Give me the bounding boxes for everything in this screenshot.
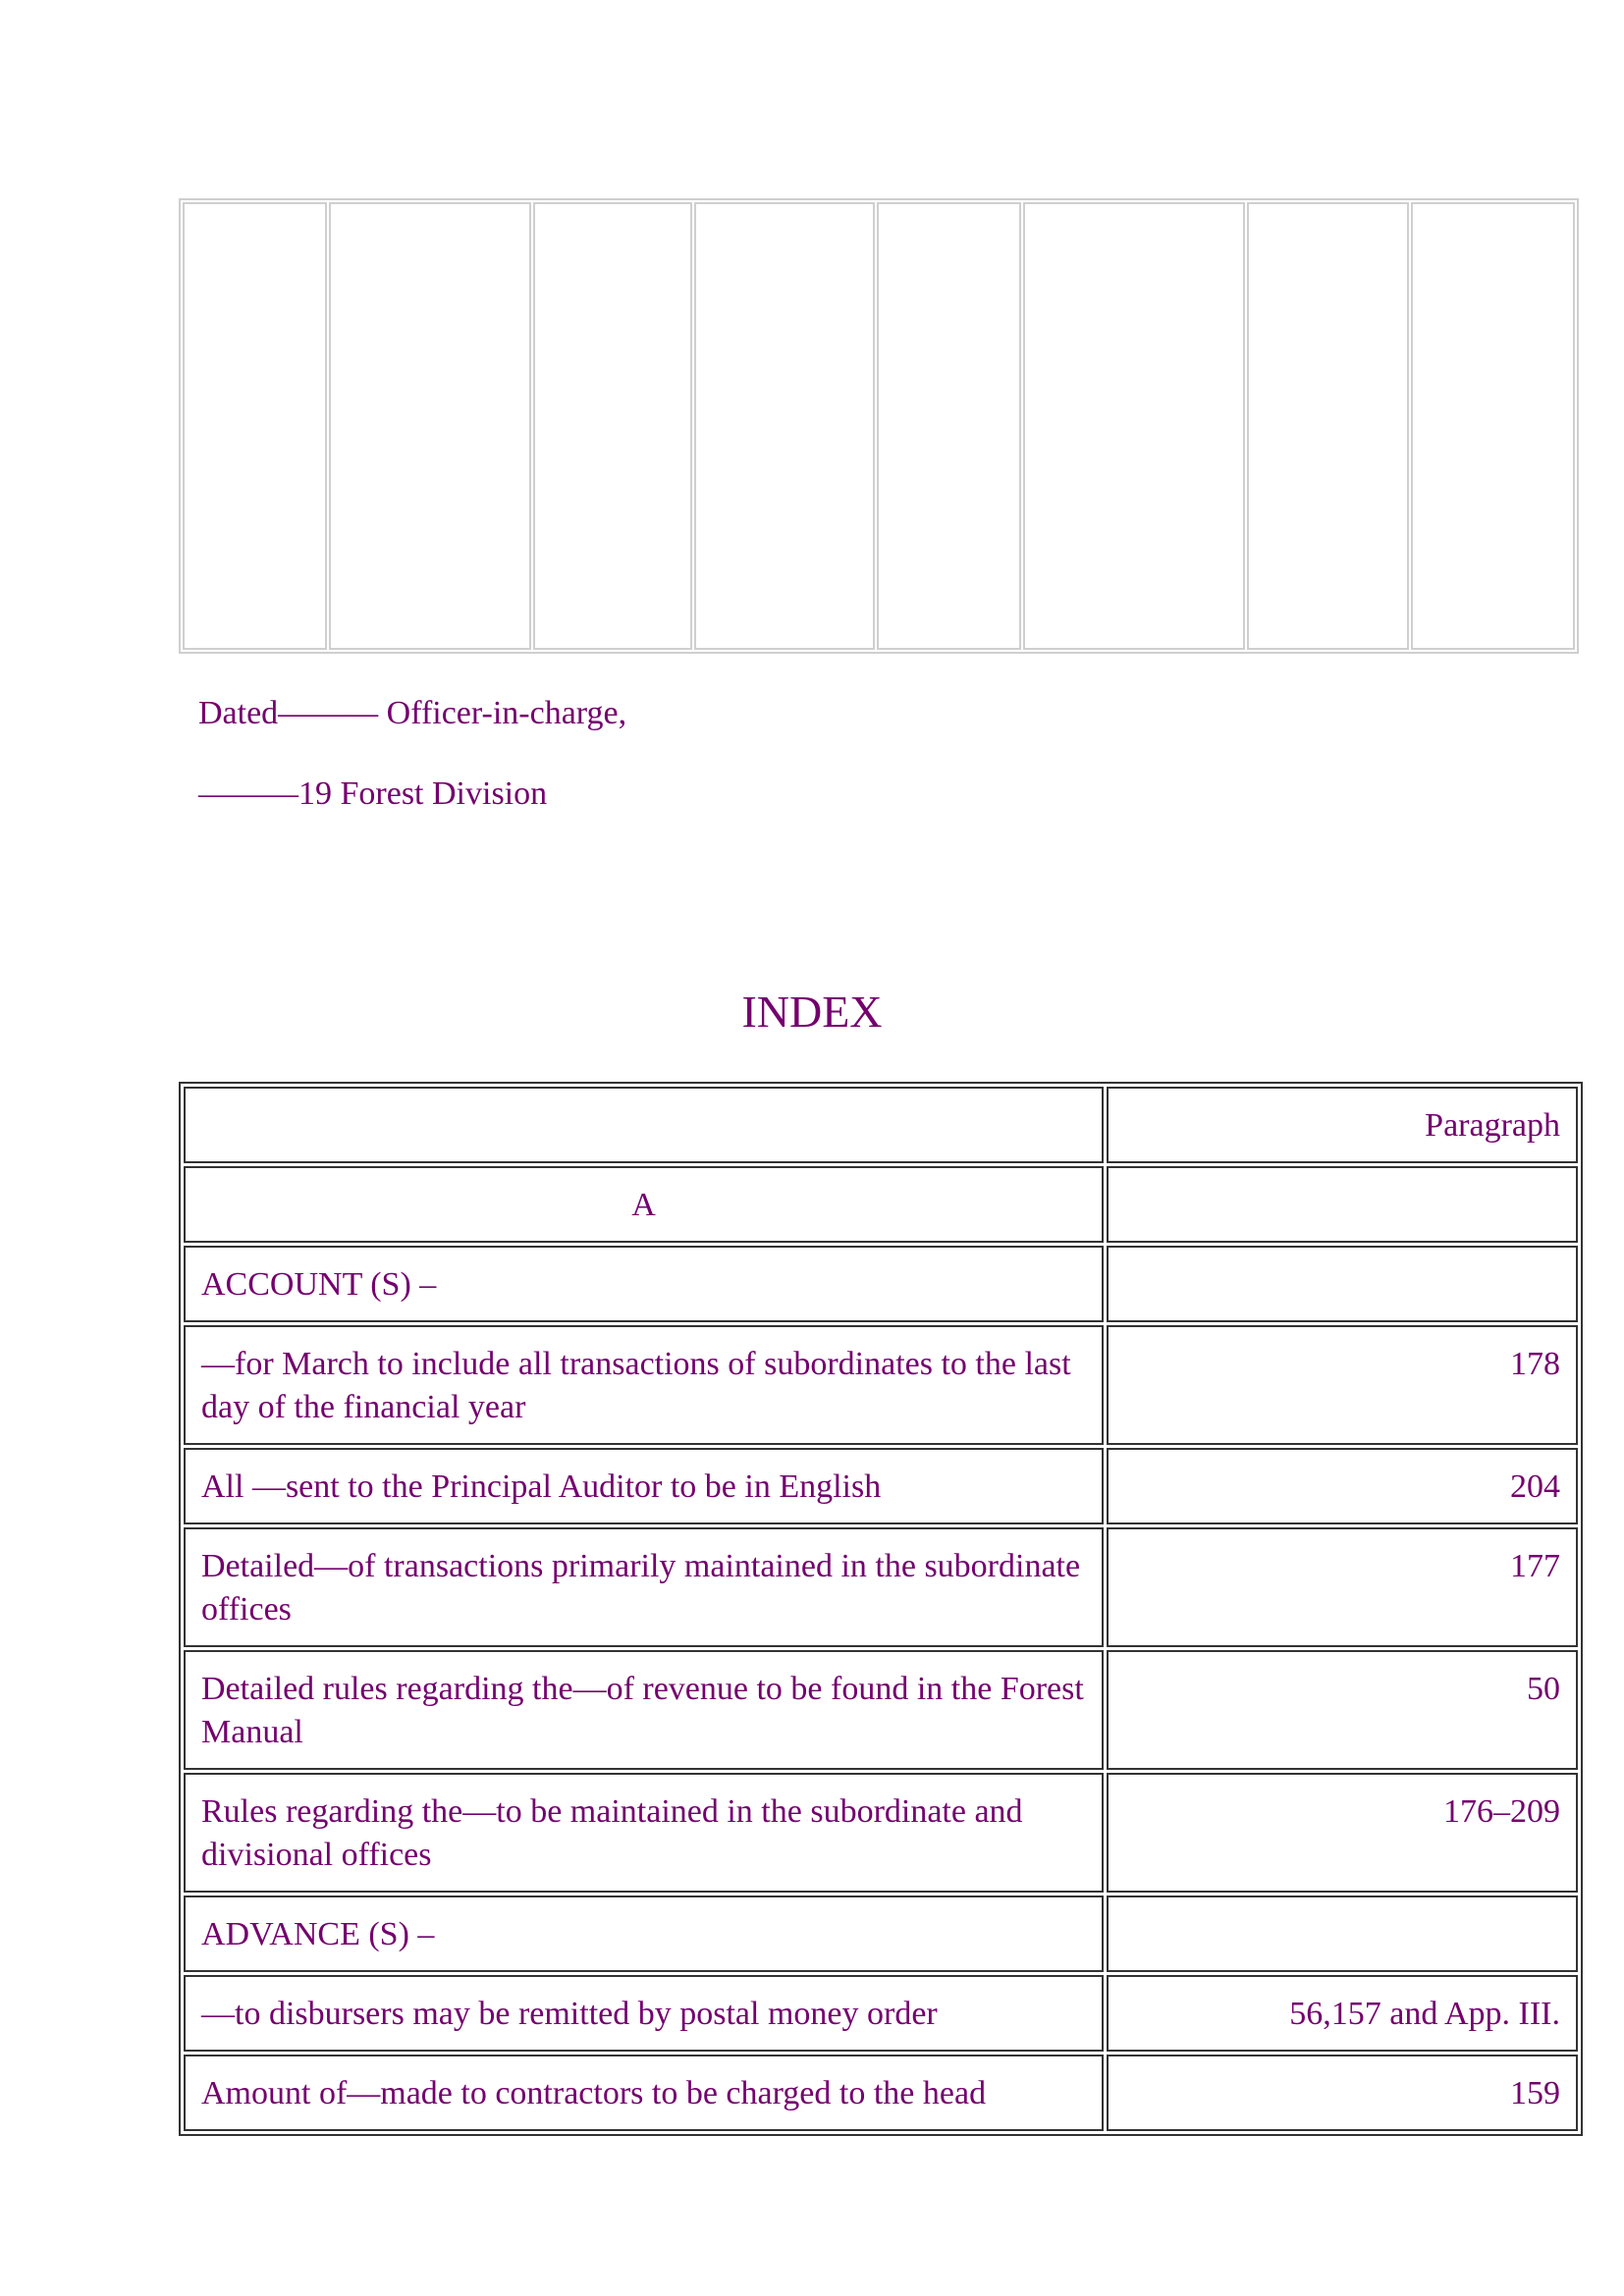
table-row — [184, 1448, 1578, 1524]
table-row — [184, 1246, 1578, 1322]
blank-cell — [877, 202, 1021, 650]
table-row — [184, 1325, 1578, 1445]
table-row — [184, 2055, 1578, 2131]
section-letter-cell: A — [184, 1166, 1104, 1243]
entry-cell: ADVANCE (S) – — [184, 1896, 1104, 1972]
table-row — [184, 1650, 1578, 1770]
paragraph-cell: 176–209 — [1107, 1773, 1578, 1893]
paragraph-cell — [1107, 1166, 1578, 1243]
table-row — [184, 1166, 1578, 1243]
blank-cell — [1247, 202, 1409, 650]
paragraph-cell: 204 — [1107, 1448, 1578, 1524]
entry-cell: ACCOUNT (S) – — [184, 1246, 1104, 1322]
entry-cell: Amount of—made to contractors to be charged to the head — [184, 2055, 1104, 2131]
blank-cell — [533, 202, 692, 650]
blank-cell — [183, 202, 327, 650]
table-row — [184, 1975, 1578, 2052]
index-header-row — [184, 1087, 1578, 1163]
header-entry-cell — [184, 1087, 1104, 1163]
header-paragraph-cell: Paragraph — [1107, 1087, 1578, 1163]
paragraph-cell — [1107, 1246, 1578, 1322]
entry-cell: All —sent to the Principal Auditor to be in English — [184, 1448, 1104, 1524]
forest-division-line: ———19 Forest Division — [198, 775, 548, 812]
paragraph-cell: 177 — [1107, 1527, 1578, 1647]
entry-cell: Detailed—of transactions primarily maintained in the subordinate offices — [184, 1527, 1104, 1647]
blank-cell — [329, 202, 531, 650]
blank-form-row — [183, 202, 1575, 650]
paragraph-cell: 56,157 and App. III. — [1107, 1975, 1578, 2052]
index-title: INDEX — [741, 987, 883, 1037]
entry-cell: Detailed rules regarding the—of revenue to be found in the Forest Manual — [184, 1650, 1104, 1770]
blank-form-table — [179, 198, 1579, 654]
table-row — [184, 1527, 1578, 1647]
blank-cell — [1023, 202, 1245, 650]
dated-officer-line: Dated——— Officer-in-charge, — [198, 695, 627, 731]
entry-cell: Rules regarding the—to be maintained in the subordinate and divisional offices — [184, 1773, 1104, 1893]
table-row — [184, 1896, 1578, 1972]
paragraph-cell — [1107, 1896, 1578, 1972]
paragraph-cell: 50 — [1107, 1650, 1578, 1770]
index-table — [179, 1082, 1583, 2136]
entry-cell: —to disbursers may be remitted by postal money order — [184, 1975, 1104, 2052]
blank-cell — [1411, 202, 1575, 650]
blank-cell — [694, 202, 875, 650]
paragraph-cell: 178 — [1107, 1325, 1578, 1445]
paragraph-cell: 159 — [1107, 2055, 1578, 2131]
entry-cell: —for March to include all transactions of subordinates to the last day of the financial year — [184, 1325, 1104, 1445]
table-row — [184, 1773, 1578, 1893]
